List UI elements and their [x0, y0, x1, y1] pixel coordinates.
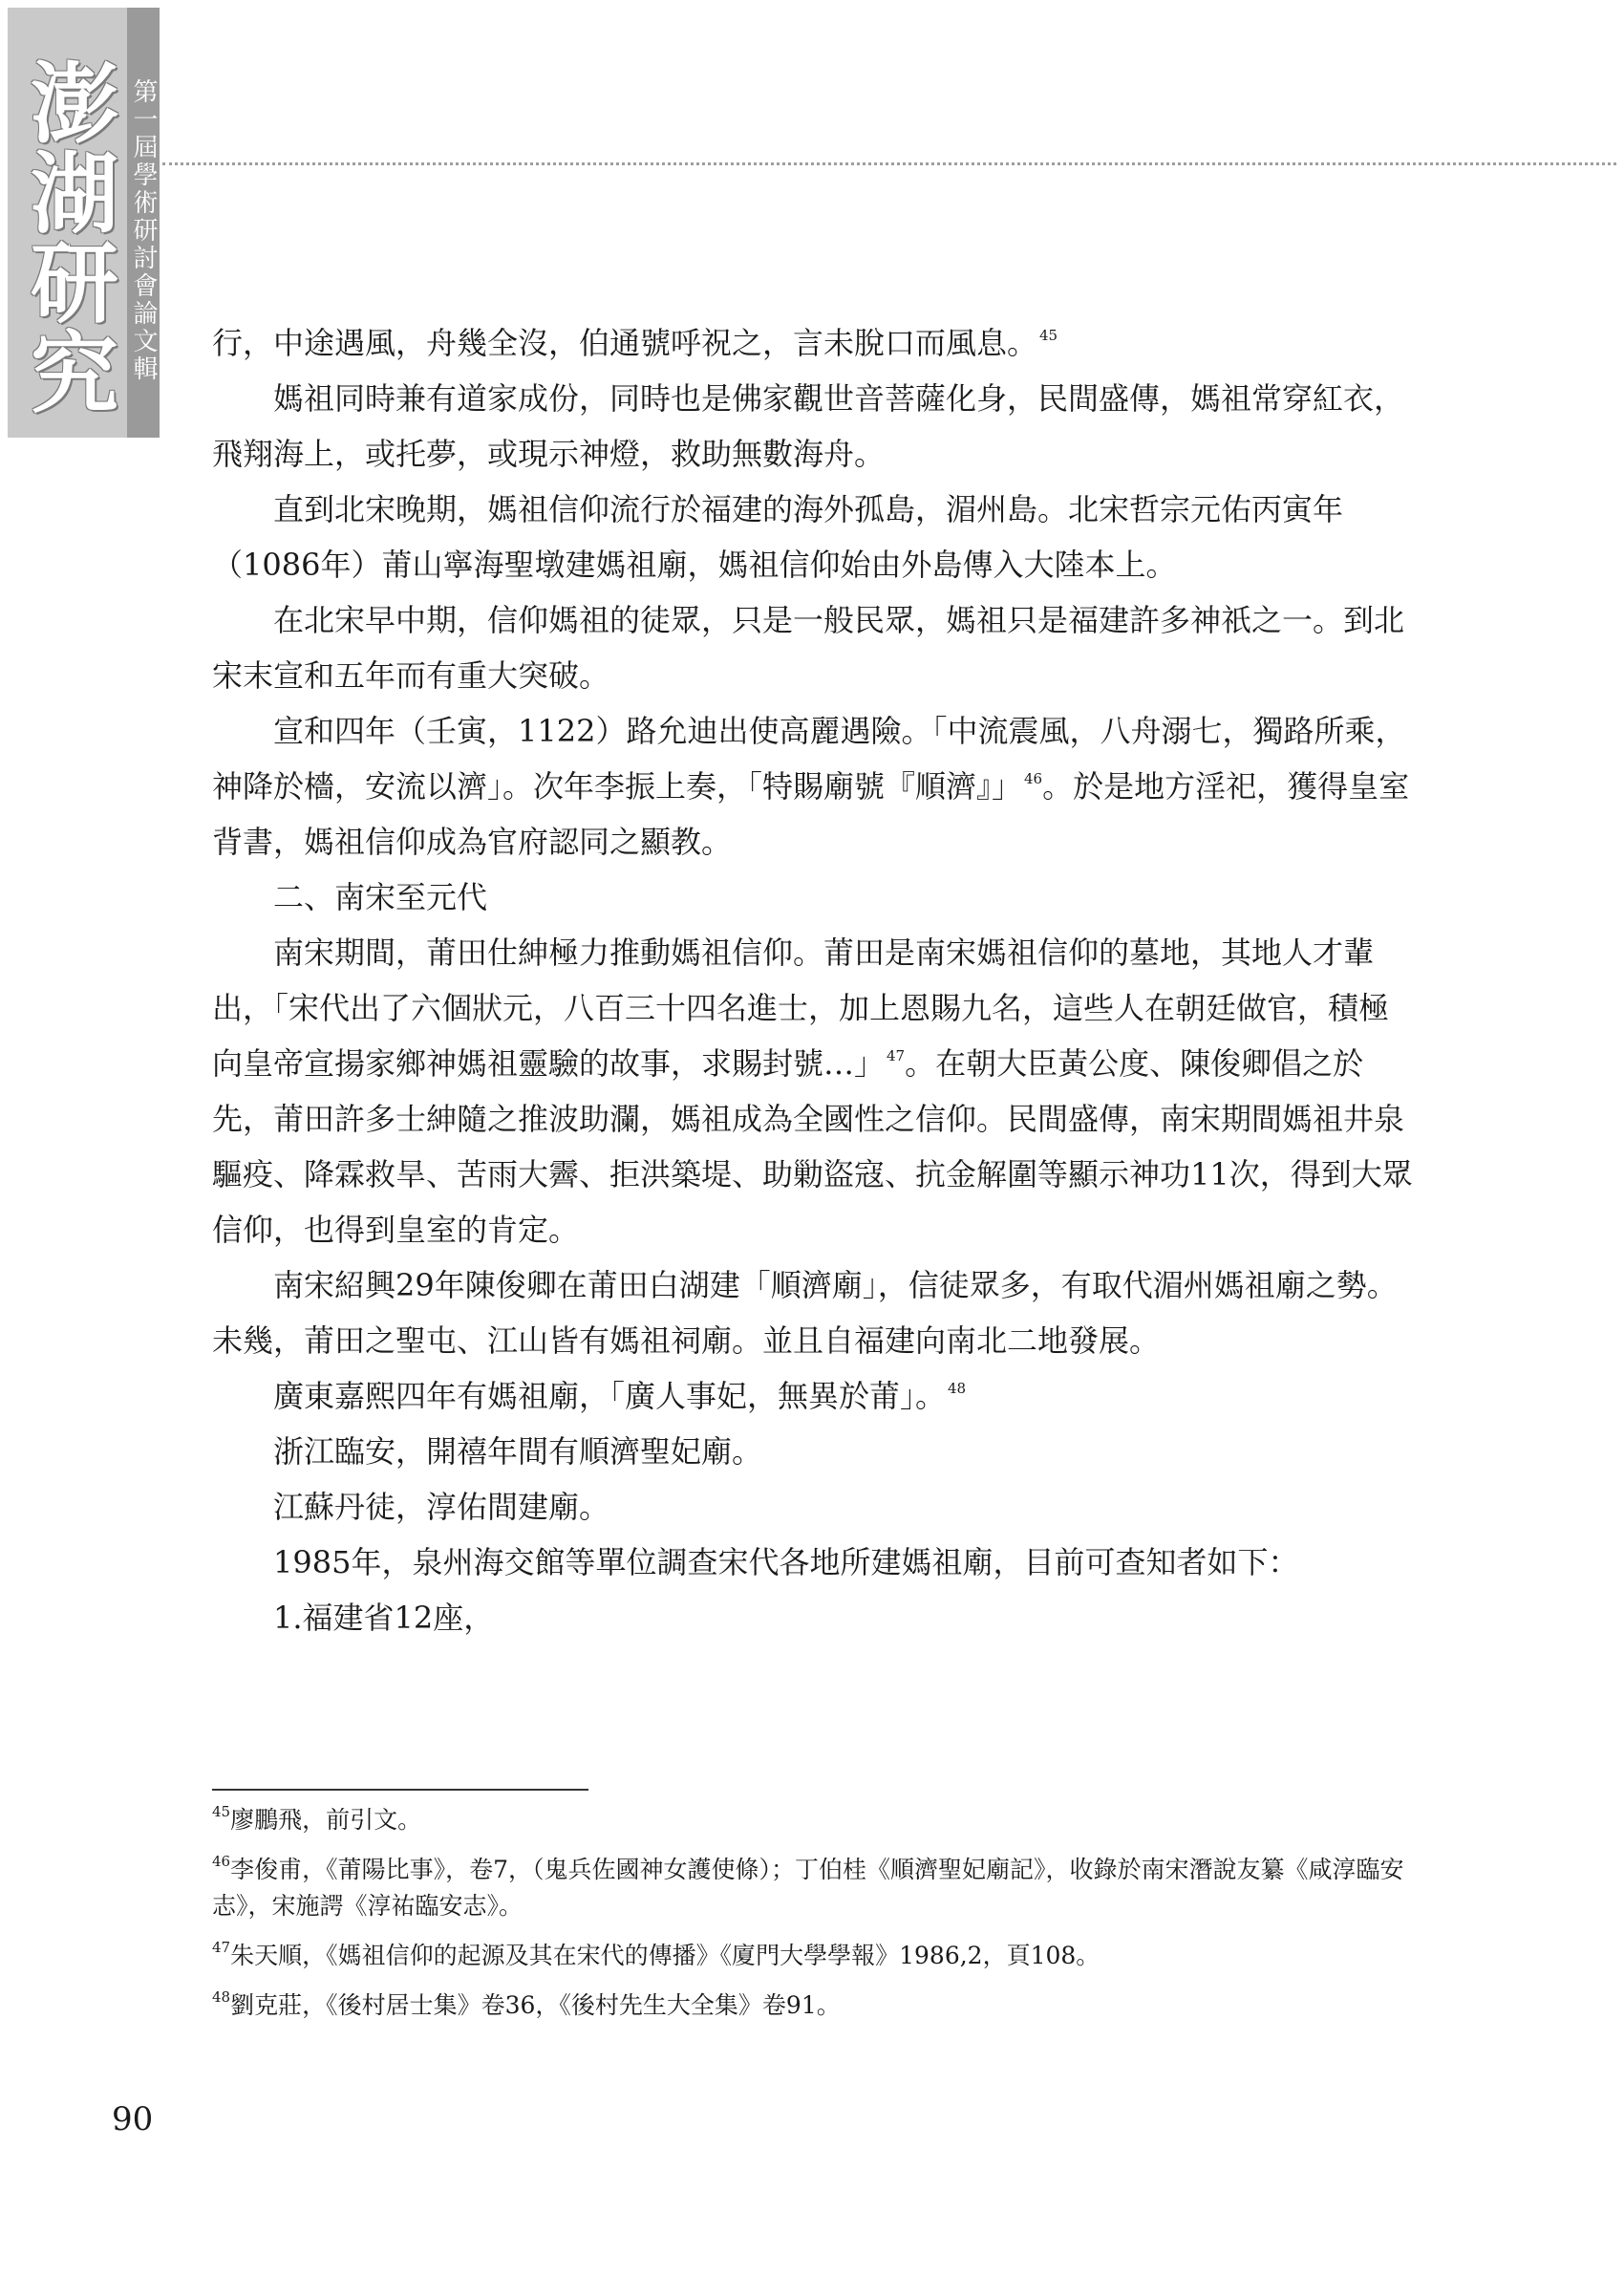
paragraph: 在北宋早中期，信仰媽祖的徒眾，只是一般民眾，媽祖只是福建許多神祇之一。到北宋末宣和五年而有重大突破。	[212, 602, 1405, 694]
footnote-47: $^{47}$朱天順，《媽祖信仰的起源及其在宋代的傳播》《廈門大學學報》1986,2，頁108。	[212, 1939, 1100, 1969]
paragraph: 廣東嘉熙四年有媽祖廟，「廣人事妃，無異於莆」。 $^{48}$	[273, 1378, 967, 1414]
list-item: 1.福建省12座，	[273, 1600, 495, 1636]
footnotes	[212, 1802, 1414, 2037]
paragraph: 直到北宋晚期，媽祖信仰流行於福建的海外孤島，湄州島。北宋哲宗元佑丙寅年（1086年）莆山寧海聖墩建媽祖廟，媽祖信仰始由外島傳入大陸本上。	[212, 491, 1344, 583]
journal-subtitle: 第一屆學術研討會論文輯	[129, 78, 158, 383]
journal-title: 澎湖研究	[16, 57, 119, 417]
footnote-ref[interactable]: 45	[1039, 327, 1058, 344]
footnote-46: $^{46}$李俊甫，《莆陽比事》，卷7，（鬼兵佐國神女護使條）；丁伯桂《順濟聖妃廟記》，收錄於南宋潛說友纂《咸淳臨安志》，宋施諤《淳祐臨安志》。	[212, 1853, 1404, 1920]
paragraph: 媽祖同時兼有道家成份，同時也是佛家觀世音菩薩化身，民間盛傳，媽祖常穿紅衣，飛翔海上，或托夢，或現示神燈，救助無數海舟。	[212, 380, 1405, 472]
paragraph: 南宋紹興29年陳俊卿在莆田白湖建「順濟廟」，信徒眾多，有取代湄州媽祖廟之勢。未幾，莆田之聖屯、江山皆有媽祖祠廟。並且自福建向南北二地發展。	[212, 1267, 1398, 1359]
paragraph-continuation: 行，中途遇風，舟幾全沒，伯通號呼祝之，言未脫口而風息。 $^{45}$	[212, 325, 1058, 361]
paragraph: 南宋期間，莆田仕紳極力推動媽祖信仰。莆田是南宋媽祖信仰的墓地，其地人才輩出，「宋代出了六個狀元，八百三十四名進士，加上恩賜九名，這些人在朝廷做官，積極向皇帝宣揚家鄉神媽祖靈驗的故事，求賜封號…」 $^{47}$。在朝大臣黃公度、陳俊卿倡之於先，莆田許多士紳隨之推波助瀾，媽祖成為全國性之信仰。民間盛傳，南宋期間媽祖井泉驅疫、降霖救旱、苦雨大霽、拒洪築堤、助勦盜寇、抗金解圍等顯示神功11次，得到大眾信仰，也得到皇室的肯定。	[212, 934, 1413, 1248]
paragraph: 1985年，泉州海交館等單位調查宋代各地所建媽祖廟，目前可查知者如下：	[273, 1544, 1299, 1580]
footnote-divider	[212, 1789, 588, 1791]
paragraph: 浙江臨安，開禧年間有順濟聖妃廟。	[273, 1433, 763, 1470]
footnote-ref[interactable]: 47	[887, 1047, 906, 1064]
main-text	[212, 315, 1414, 1645]
footnote-48: $^{48}$劉克莊，《後村居士集》卷36，《後村先生大全集》卷91。	[212, 1988, 841, 2019]
header-dotted-rule	[162, 162, 1616, 165]
paragraph: 宣和四年（壬寅，1122）路允迪出使高麗遇險。「中流震風，八舟溺七，獨路所乘，神降於檣，安流以濟」。次年李振上奏，「特賜廟號『順濟』」 $^{46}$。於是地方淫祀，獲得皇室背書，媽祖信仰成為官府認同之顯教。	[212, 713, 1410, 860]
section-heading: 二、南宋至元代	[273, 879, 488, 915]
page-number: 90	[112, 2100, 154, 2138]
footnote-45: $^{45}$廖鵬飛，前引文。	[212, 1803, 422, 1834]
footnote-ref[interactable]: 46	[1024, 770, 1043, 787]
footnote-ref[interactable]: 48	[948, 1380, 967, 1397]
paragraph: 江蘇丹徒，淳佑間建廟。	[273, 1489, 610, 1525]
